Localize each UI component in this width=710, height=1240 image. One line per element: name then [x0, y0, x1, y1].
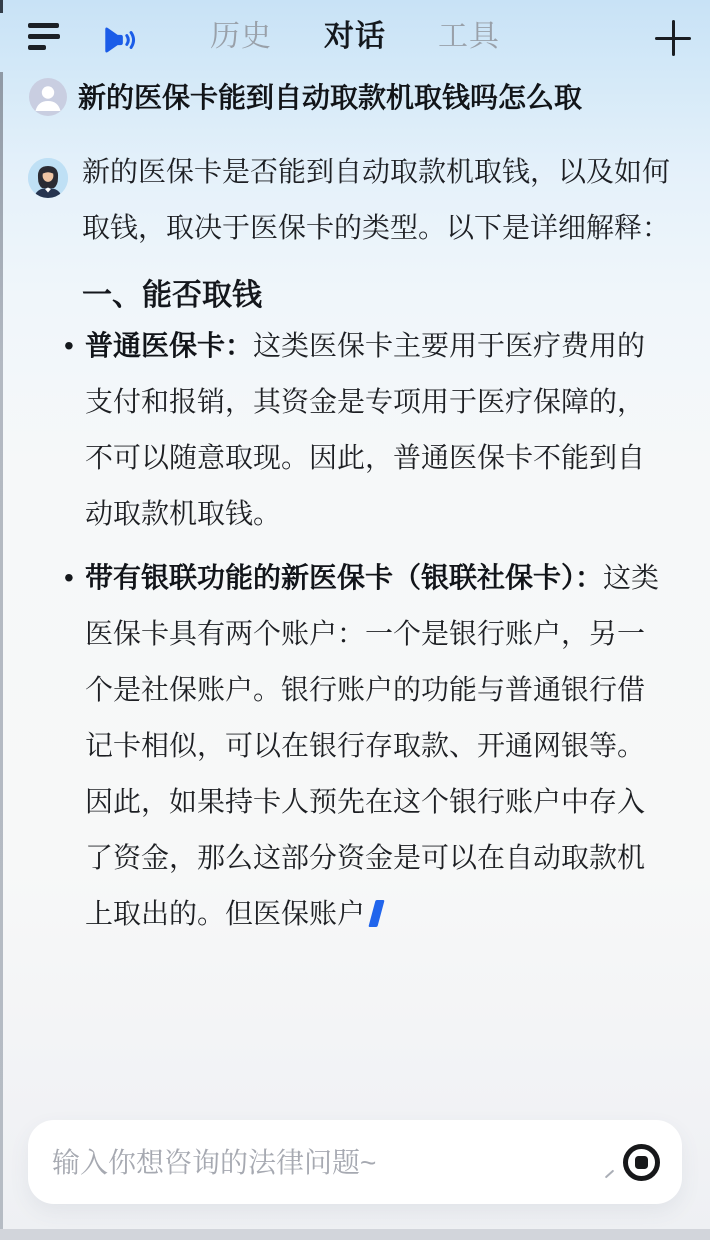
screen-bottom-edge [0, 1229, 710, 1240]
assistant-intro-text: 新的医保卡是否能到自动取款机取钱，以及如何取钱，取决于医保卡的类型。以下是详细解释： [82, 156, 671, 243]
bullet-item-unionpay-card [64, 550, 667, 942]
screen-left-edge [0, 72, 3, 1240]
question-input[interactable] [50, 1120, 594, 1206]
bullet-bold-label: 带有银联功能的新医保卡（银联社保卡）： [85, 562, 604, 593]
tab-history[interactable]: 历史 [210, 20, 272, 53]
bullet-marker: • [64, 562, 74, 593]
tab-tools[interactable]: 工具 [438, 20, 500, 53]
assistant-avatar [28, 158, 68, 198]
bullet-item-regular-card [64, 318, 667, 542]
top-bar [0, 0, 710, 75]
bullet-marker: • [64, 330, 74, 361]
message-composer [28, 1120, 682, 1204]
streaming-caret [368, 900, 384, 927]
assistant-section-heading: 一、能否取钱 [82, 279, 262, 312]
tab-bar [0, 20, 710, 54]
stop-generating-icon[interactable] [623, 1144, 660, 1181]
bullet-body-text: 这类医保卡具有两个账户：一个是银行账户，另一个是社保账户。银行账户的功能与普通银行借记卡相似，可以在银行存取款、开通网银等。因此，如果持卡人预先在这个银行账户中存入了资金，那么这部分资金是可以在自动取款机上取出的。但医保账户 [85, 562, 660, 929]
bullet-bold-label: 普通医保卡： [85, 330, 254, 361]
tab-dialogue[interactable]: 对话 [324, 20, 386, 53]
bullet-body-text: 这类医保卡主要用于医疗费用的支付和报销，其资金是专项用于医疗保障的，不可以随意取现。因此，普通医保卡不能到自动取款机取钱。 [85, 330, 646, 529]
assistant-bullet-list [64, 318, 667, 950]
user-message-text: 新的医保卡能到自动取款机取钱吗怎么取 [78, 82, 583, 113]
user-avatar [29, 78, 67, 116]
plus-new-chat-icon[interactable] [655, 20, 691, 56]
